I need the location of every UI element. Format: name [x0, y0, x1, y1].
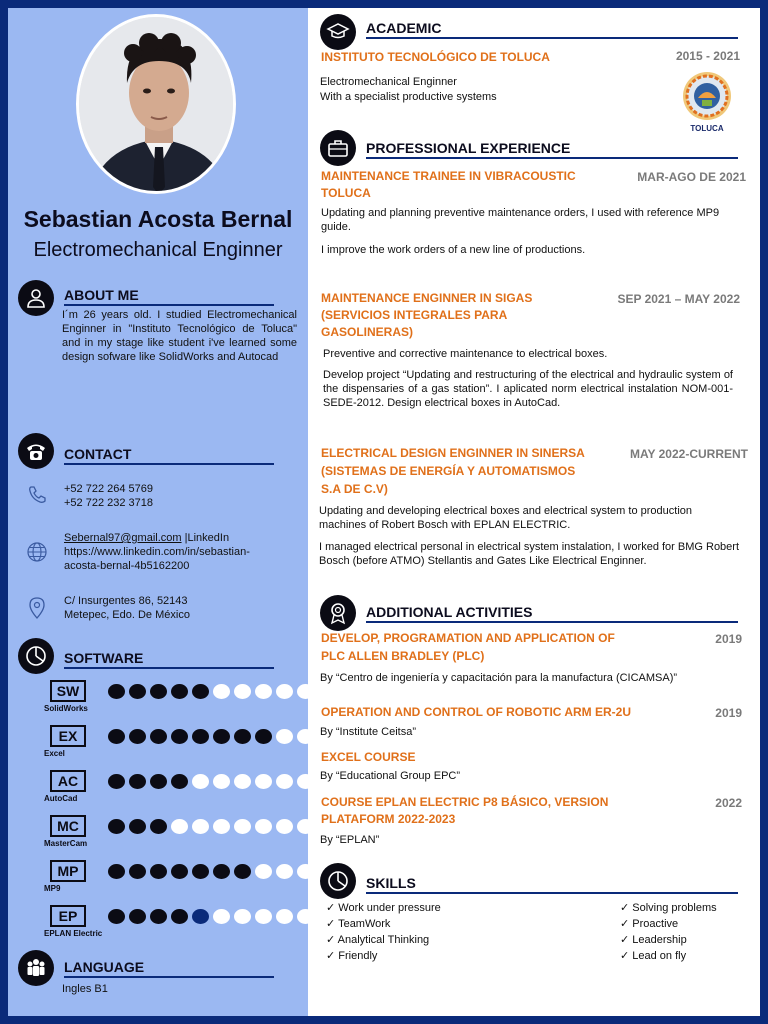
- linkedin-label: |LinkedIn: [181, 532, 230, 544]
- toluca-logo: [674, 68, 740, 134]
- user-icon: [18, 280, 54, 316]
- software-name: SolidWorks: [44, 704, 88, 713]
- skill-item: ✓ Friendly: [326, 950, 378, 962]
- software-name: EPLAN Electric: [44, 929, 103, 938]
- job-2-title-line2: (SERVICIOS INTEGRALES PARA: [321, 308, 508, 322]
- skill-level-dots: [108, 684, 314, 699]
- globe-icon: [26, 541, 48, 568]
- software-row: [44, 815, 304, 855]
- level-dot: [213, 909, 230, 924]
- level-dot: [129, 819, 146, 834]
- level-dot: [129, 909, 146, 924]
- level-dot: [150, 864, 167, 879]
- level-dot: [276, 819, 293, 834]
- level-dot: [192, 684, 209, 699]
- address-1: C/ Insurgentes 86, 52143: [64, 595, 188, 607]
- address-2: Metepec, Edo. De México: [64, 609, 190, 621]
- level-dot: [276, 729, 293, 744]
- level-dot: [255, 729, 272, 744]
- job-3-title-line2: (SISTEMAS DE ENERGÍA Y AUTOMATISMOS: [321, 464, 576, 478]
- logo-caption: TOLUCA: [690, 124, 724, 133]
- software-abbr: AC: [50, 770, 86, 792]
- skill-item: ✓ Lead on fly: [620, 950, 687, 962]
- skill-level-dots: [108, 864, 314, 879]
- activities-title: ADDITIONAL ACTIVITIES: [366, 604, 738, 623]
- software-row: [44, 905, 304, 945]
- phone-1[interactable]: +52 722 264 5769: [64, 483, 154, 495]
- skill-item: ✓ Proactive: [620, 918, 679, 930]
- email-line: [64, 531, 299, 545]
- telephone-icon: [18, 433, 54, 469]
- software-abbr: MP: [50, 860, 86, 882]
- software-name: AutoCad: [44, 794, 78, 803]
- job-2-date: SEP 2021 – MAY 2022: [617, 292, 740, 306]
- people-icon: [18, 950, 54, 986]
- level-dot: [276, 909, 293, 924]
- activity-1-by: By “Centro de ingeniería y capacitación para la manufactura (CICAMSA)”: [320, 672, 678, 684]
- academic-dates: 2015 - 2021: [675, 49, 740, 63]
- phone-icon: [26, 484, 48, 511]
- software-name: MasterCam: [44, 839, 88, 848]
- skills-left: [326, 900, 441, 964]
- job-1-date: MAR-AGO DE 2021: [637, 170, 746, 184]
- software-abbr: EP: [50, 905, 86, 927]
- award-icon: [320, 595, 356, 631]
- level-dot: [150, 909, 167, 924]
- level-dot: [171, 909, 188, 924]
- full-name: Sebastian Acosta Bernal: [23, 206, 293, 232]
- job-1-desc-1: Updating and planning preventive maintenance orders, I used with reference MP9 guide.: [321, 207, 720, 233]
- level-dot: [192, 819, 209, 834]
- job-2-desc-1: Preventive and corrective maintenance to electrical boxes.: [323, 348, 608, 360]
- language-title: LANGUAGE: [64, 959, 274, 978]
- software-row: [44, 860, 304, 900]
- activity-2-by: By “Institute Ceitsa”: [320, 726, 416, 738]
- level-dot: [276, 684, 293, 699]
- job-1-desc-2: I improve the work orders of a new line of productions.: [321, 244, 586, 256]
- skill-level-dots: [108, 729, 314, 744]
- level-dot: [108, 774, 125, 789]
- skills-title: SKILLS: [366, 875, 738, 894]
- level-dot: [129, 864, 146, 879]
- language-text: Ingles B1: [62, 983, 108, 995]
- phone-2[interactable]: +52 722 232 3718: [64, 497, 154, 509]
- degree-specialty: With a specialist productive systems: [320, 91, 497, 103]
- activity-3-by: By “Educational Group EPC”: [320, 770, 461, 782]
- about-title: ABOUT ME: [64, 287, 274, 306]
- pie-chart-icon: [320, 863, 356, 899]
- job-role: Electromechanical Enginner: [33, 239, 283, 261]
- level-dot: [129, 729, 146, 744]
- job-1-title-line2: TOLUCA: [321, 186, 371, 200]
- briefcase-icon: [320, 130, 356, 166]
- level-dot: [255, 864, 272, 879]
- level-dot: [213, 819, 230, 834]
- level-dot: [171, 819, 188, 834]
- software-title: SOFTWARE: [64, 650, 274, 669]
- level-dot: [108, 909, 125, 924]
- software-row: [44, 770, 304, 810]
- level-dot: [171, 774, 188, 789]
- level-dot: [234, 819, 251, 834]
- activity-1-title-line2: PLC ALLEN BRADLEY (PLC): [321, 649, 485, 663]
- activity-4-title: COURSE EPLAN ELECTRIC P8 BÁSICO, VERSION: [321, 795, 609, 809]
- skill-level-dots: [108, 774, 314, 789]
- software-row: [44, 725, 304, 765]
- pie-chart-icon: [18, 638, 54, 674]
- linkedin-url-1[interactable]: https://www.linkedin.com/in/sebastian-: [64, 546, 250, 558]
- skill-level-dots: [108, 819, 314, 834]
- software-name: MP9: [44, 884, 61, 893]
- skill-item: ✓ Work under pressure: [326, 902, 441, 914]
- level-dot: [150, 819, 167, 834]
- activity-1-title: DEVELOP, PROGRAMATION AND APPLICATION OF: [321, 631, 615, 645]
- level-dot: [129, 774, 146, 789]
- activity-3-title: EXCEL COURSE: [321, 750, 416, 764]
- level-dot: [213, 684, 230, 699]
- activity-2-title: OPERATION AND CONTROL OF ROBOTIC ARM ER-2U: [321, 705, 631, 719]
- skill-item: ✓ Leadership: [620, 934, 687, 946]
- level-dot: [171, 864, 188, 879]
- experience-title: PROFESSIONAL EXPERIENCE: [366, 140, 738, 159]
- level-dot: [255, 774, 272, 789]
- job-3-title: ELECTRICAL DESIGN ENGINNER IN SINERSA: [321, 446, 585, 460]
- level-dot: [276, 864, 293, 879]
- level-dot: [150, 684, 167, 699]
- academic-title: ACADEMIC: [366, 20, 738, 39]
- level-dot: [192, 864, 209, 879]
- level-dot: [276, 774, 293, 789]
- job-3-desc-1: Updating and developing electrical boxes and electrical system to production machines of Robert Bosch with EPLAN ELECTRIC.: [319, 505, 692, 531]
- job-2-desc-2: Develop project “Updating and restructuring of the electrical and hydraulic system of the dispensaries of a gas station”. I aplicated norm electrical instalation NOM-001-SEDE-2012. Design electrical boxes in AutoCad.: [323, 369, 733, 409]
- job-2-title: MAINTENANCE ENGINNER IN SIGAS: [321, 291, 533, 305]
- about-text: I´m 26 years old. I studied Electromechanical Enginner in "Instituto Tecnológico de Toluca" and in my stage like student i've learned some design sofware like SolidWorks and Autocad: [62, 309, 297, 363]
- skills-right: [620, 900, 717, 964]
- level-dot: [171, 729, 188, 744]
- school-name: INSTITUTO TECNOLÓGICO DE TOLUCA: [321, 50, 550, 64]
- sidebar: [8, 8, 308, 1016]
- graduation-cap-icon: [320, 14, 356, 50]
- activity-4-by: By “EPLAN”: [320, 834, 380, 846]
- main-content: [308, 8, 760, 1016]
- software-row: [44, 680, 304, 720]
- job-2-title-line3: GASOLINERAS): [321, 325, 414, 339]
- linkedin-url-2[interactable]: acosta-bernal-4b5162200: [64, 560, 190, 572]
- level-dot: [255, 819, 272, 834]
- skill-item: ✓ Analytical Thinking: [326, 934, 430, 946]
- level-dot: [234, 729, 251, 744]
- skill-item: ✓ TeamWork: [326, 918, 391, 930]
- level-dot: [192, 774, 209, 789]
- level-dot: [255, 909, 272, 924]
- software-name: Excel: [44, 749, 65, 758]
- level-dot: [171, 684, 188, 699]
- job-3-title-line3: S.A DE C.V): [321, 482, 388, 496]
- contact-title: CONTACT: [64, 446, 274, 465]
- job-3-date: MAY 2022-CURRENT: [629, 447, 748, 461]
- level-dot: [192, 729, 209, 744]
- activity-2-year: 2019: [715, 706, 742, 720]
- skill-level-dots: [108, 909, 314, 924]
- level-dot: [234, 774, 251, 789]
- degree: Electromechanical Enginner: [320, 76, 457, 88]
- software-abbr: MC: [50, 815, 86, 837]
- level-dot: [213, 774, 230, 789]
- level-dot: [213, 864, 230, 879]
- profile-photo: [76, 14, 236, 194]
- level-dot: [192, 909, 209, 924]
- skill-item: ✓ Solving problems: [620, 902, 717, 914]
- job-1-title: MAINTENANCE TRAINEE IN VIBRACOUSTIC: [321, 169, 576, 183]
- activity-4-title-line2: PLATAFORM 2022-2023: [321, 812, 456, 826]
- level-dot: [150, 729, 167, 744]
- software-abbr: SW: [50, 680, 86, 702]
- email-link[interactable]: Sebernal97@gmail.com: [64, 532, 182, 544]
- level-dot: [150, 774, 167, 789]
- job-3-desc-2: I managed electrical personal in electrical system instalation, I worked for BMG Robert Bosch (before ATMO) Stellantis and Gates Like Electrical Enginner.: [319, 541, 740, 567]
- level-dot: [255, 684, 272, 699]
- activity-4-year: 2022: [715, 796, 742, 810]
- level-dot: [108, 864, 125, 879]
- level-dot: [129, 684, 146, 699]
- level-dot: [213, 729, 230, 744]
- level-dot: [234, 909, 251, 924]
- level-dot: [234, 864, 251, 879]
- level-dot: [108, 819, 125, 834]
- level-dot: [108, 684, 125, 699]
- location-icon: [28, 596, 46, 625]
- activity-1-year: 2019: [715, 632, 742, 646]
- software-abbr: EX: [50, 725, 86, 747]
- level-dot: [234, 684, 251, 699]
- level-dot: [108, 729, 125, 744]
